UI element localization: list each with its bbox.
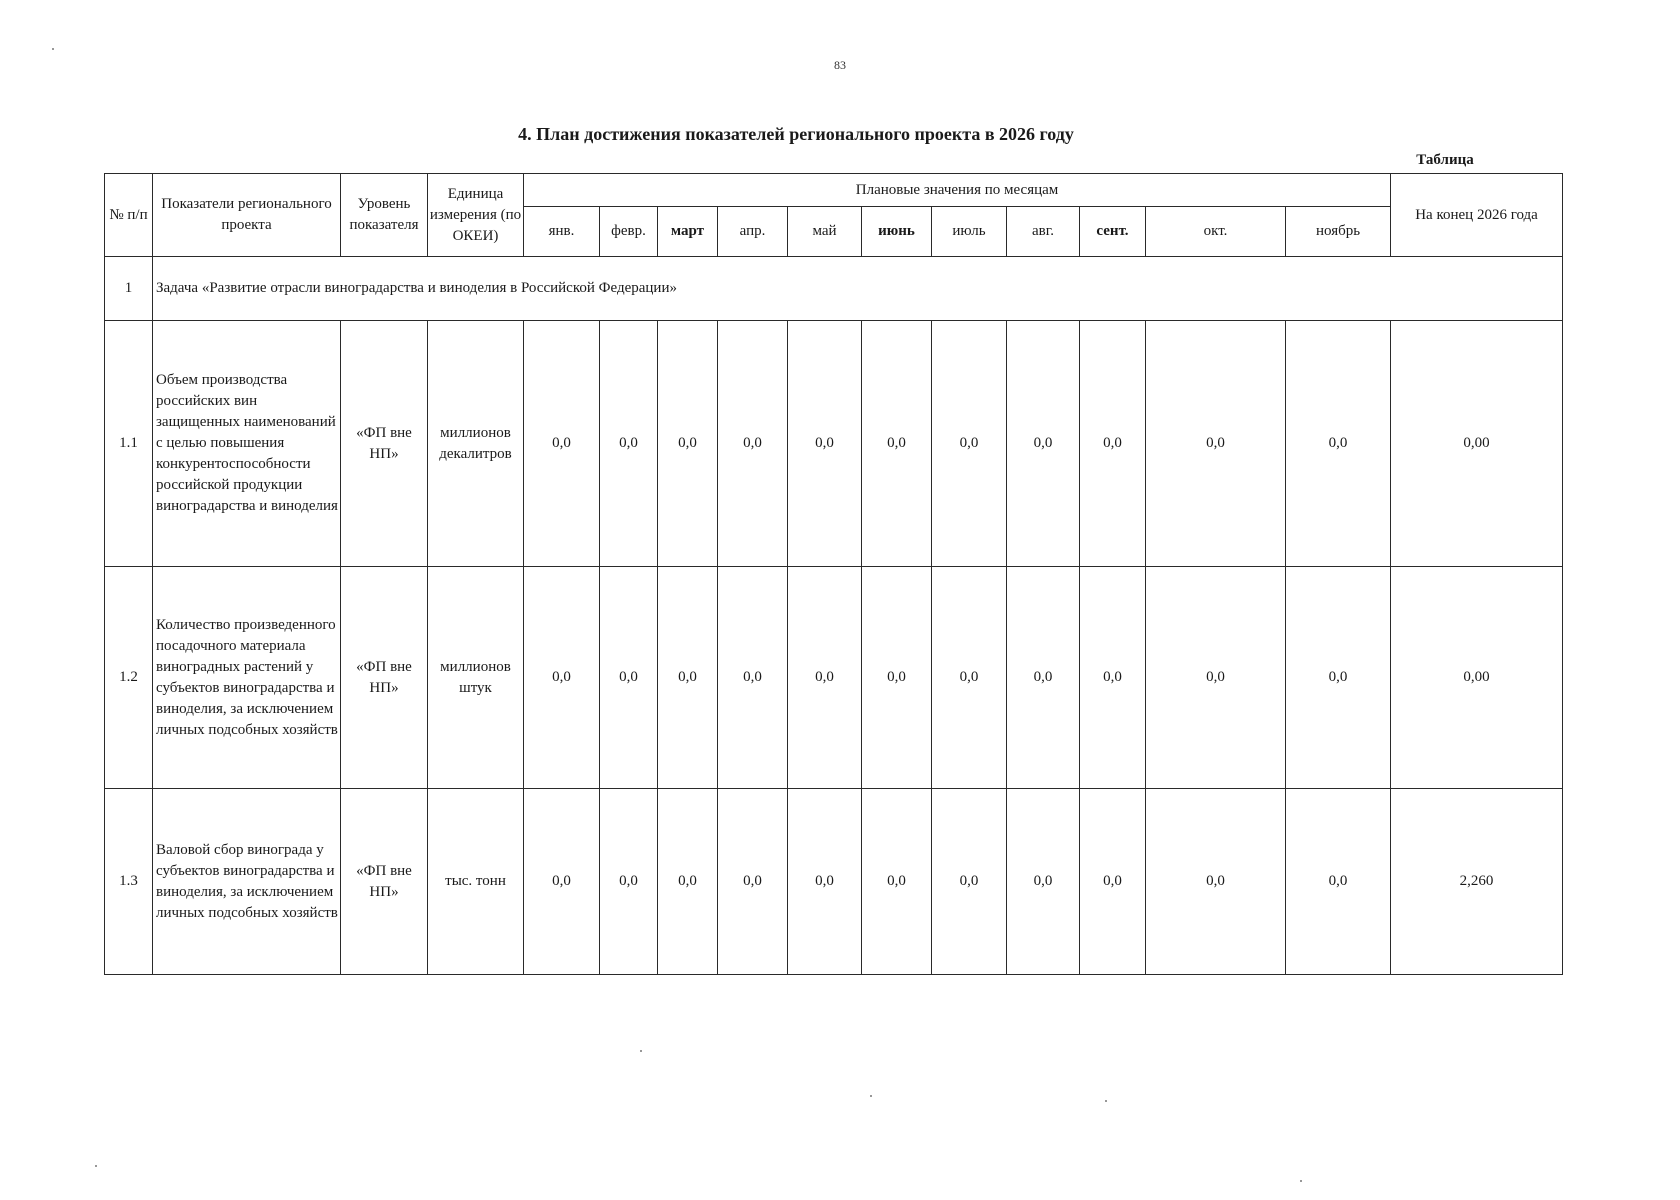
header-month: февр. — [600, 207, 658, 257]
header-month: авг. — [1007, 207, 1080, 257]
row-month-value: 0,0 — [658, 789, 718, 975]
row-month-value: 0,0 — [1007, 321, 1080, 567]
header-monthly-group: Плановые значения по месяцам — [524, 174, 1391, 207]
row-indicator: Объем производства российских вин защищенных наименований с целью повышения конкурентоспособности российской продукции виноградарства и виноделия — [153, 321, 341, 567]
header-month: янв. — [524, 207, 600, 257]
row-month-value: 0,0 — [1286, 321, 1391, 567]
row-month-value: 0,0 — [524, 567, 600, 789]
row-month-value: 0,0 — [788, 567, 862, 789]
task-row — [105, 257, 1563, 321]
scan-speck — [52, 48, 54, 50]
row-month-value: 0,0 — [1146, 321, 1286, 567]
row-indicator: Количество произведенного посадочного материала виноградных растений у субъектов виноградарства и виноделия, за исключением личных подсобных хозяйств — [153, 567, 341, 789]
row-num: 1.1 — [105, 321, 153, 567]
scan-speck — [870, 1095, 872, 1097]
task-text: Задача «Развитие отрасли виноградарства и виноделия в Российской Федерации» — [153, 257, 1563, 321]
header-month: окт. — [1146, 207, 1286, 257]
row-month-value: 0,0 — [932, 321, 1007, 567]
row-month-value: 0,0 — [1146, 567, 1286, 789]
row-level: «ФП вне НП» — [341, 789, 428, 975]
header-month: март — [658, 207, 718, 257]
header-year-end: На конец 2026 года — [1391, 174, 1563, 257]
row-year-end: 0,00 — [1391, 321, 1563, 567]
scan-speck — [1300, 1180, 1302, 1182]
row-month-value: 0,0 — [658, 567, 718, 789]
row-month-value: 0,0 — [1080, 789, 1146, 975]
header-month: сент. — [1080, 207, 1146, 257]
row-month-value: 0,0 — [932, 567, 1007, 789]
header-month: июль — [932, 207, 1007, 257]
row-month-value: 0,0 — [1080, 321, 1146, 567]
row-month-value: 0,0 — [1286, 567, 1391, 789]
header-indicator: Показатели регионального проекта — [153, 174, 341, 257]
row-month-value: 0,0 — [524, 789, 600, 975]
row-unit: миллионов декалитров — [428, 321, 524, 567]
row-month-value: 0,0 — [524, 321, 600, 567]
row-month-value: 0,0 — [1146, 789, 1286, 975]
header-unit: Единица измерения (по ОКЕИ) — [428, 174, 524, 257]
row-year-end: 0,00 — [1391, 567, 1563, 789]
row-month-value: 0,0 — [600, 789, 658, 975]
row-month-value: 0,0 — [1007, 567, 1080, 789]
header-month: апр. — [718, 207, 788, 257]
row-num: 1.3 — [105, 789, 153, 975]
row-month-value: 0,0 — [718, 321, 788, 567]
document-title: 4. План достижения показателей регионального проекта в 2026 году — [518, 124, 1074, 144]
scan-speck — [1105, 1100, 1107, 1102]
header-row-top — [105, 174, 1563, 207]
row-unit: миллионов штук — [428, 567, 524, 789]
table-row — [105, 789, 1563, 975]
row-month-value: 0,0 — [862, 321, 932, 567]
row-month-value: 0,0 — [718, 567, 788, 789]
row-month-value: 0,0 — [788, 789, 862, 975]
row-month-value: 0,0 — [718, 789, 788, 975]
table-row — [105, 567, 1563, 789]
row-month-value: 0,0 — [1286, 789, 1391, 975]
header-month: ноябрь — [1286, 207, 1391, 257]
scan-speck — [640, 1050, 642, 1052]
plan-table — [104, 173, 1563, 975]
row-month-value: 0,0 — [862, 789, 932, 975]
table-row — [105, 321, 1563, 567]
header-month: май — [788, 207, 862, 257]
row-level: «ФП вне НП» — [341, 567, 428, 789]
row-month-value: 0,0 — [658, 321, 718, 567]
task-num: 1 — [105, 257, 153, 321]
header-level: Уровень показателя — [341, 174, 428, 257]
row-month-value: 0,0 — [1007, 789, 1080, 975]
row-month-value: 0,0 — [1080, 567, 1146, 789]
row-month-value: 0,0 — [932, 789, 1007, 975]
row-month-value: 0,0 — [600, 321, 658, 567]
scan-speck — [95, 1165, 97, 1167]
row-month-value: 0,0 — [788, 321, 862, 567]
page-number: 83 — [834, 58, 846, 72]
row-level: «ФП вне НП» — [341, 321, 428, 567]
row-unit: тыс. тонн — [428, 789, 524, 975]
row-year-end: 2,260 — [1391, 789, 1563, 975]
row-month-value: 0,0 — [862, 567, 932, 789]
header-num: № п/п — [105, 174, 153, 257]
table-label: Таблица — [1416, 152, 1474, 168]
row-indicator: Валовой сбор винограда у субъектов виноградарства и виноделия, за исключением личных подсобных хозяйств — [153, 789, 341, 975]
header-month: июнь — [862, 207, 932, 257]
row-month-value: 0,0 — [600, 567, 658, 789]
row-num: 1.2 — [105, 567, 153, 789]
